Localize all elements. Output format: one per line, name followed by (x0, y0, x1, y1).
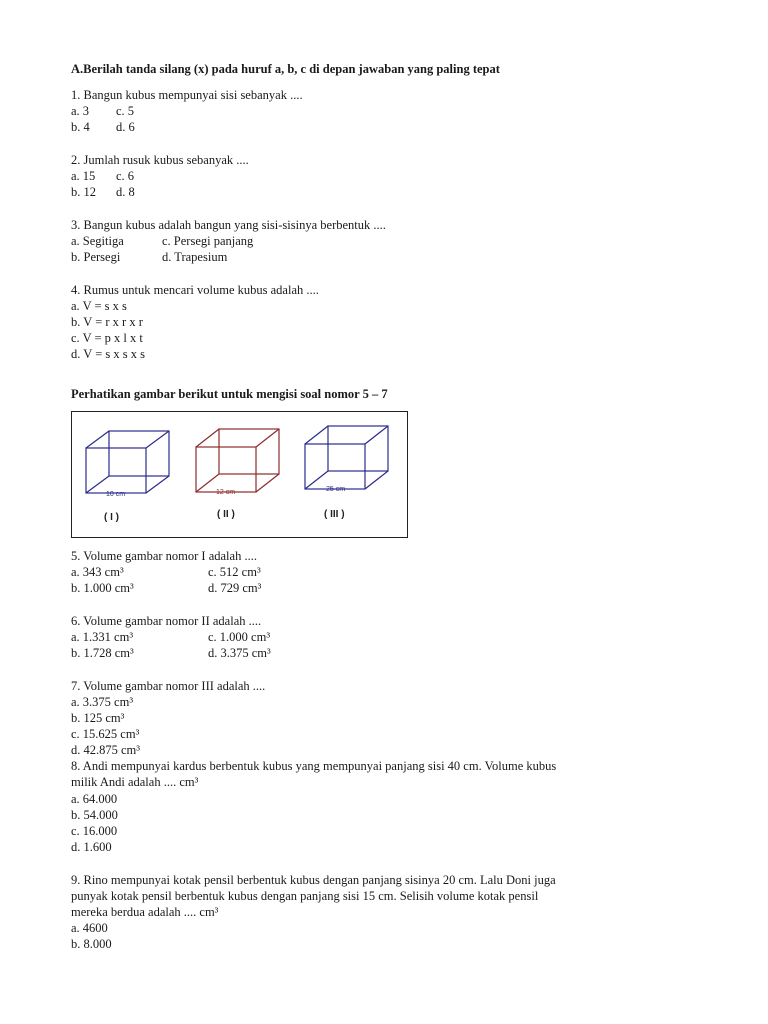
q3-option-d: d. Trapesium (162, 250, 228, 264)
q4-option-b: b. V = r x r x r (71, 315, 143, 329)
question-9-line-3: mereka berdua adalah .... cm³ (71, 905, 219, 919)
q7-option-c: c. 15.625 cm³ (71, 727, 140, 741)
question-1: 1. Bangun kubus mempunyai sisi sebanyak .... (71, 88, 303, 102)
q1-option-b: b. 4 (71, 120, 90, 134)
q6-option-a: a. 1.331 cm³ (71, 630, 134, 644)
q8-option-d: d. 1.600 (71, 840, 112, 854)
cube-i-side-label: 10 cm (106, 491, 126, 498)
q7-option-b: b. 125 cm³ (71, 711, 125, 725)
q6-option-b: b. 1.728 cm³ (71, 646, 134, 660)
q4-option-d: d. V = s x s x s (71, 347, 145, 361)
cube-ii-side-label: 12 cm (216, 489, 236, 496)
question-3: 3. Bangun kubus adalah bangun yang sisi-sisinya berbentuk .... (71, 218, 386, 232)
question-8-line-1: 8. Andi mempunyai kardus berbentuk kubus yang mempunyai panjang sisi 40 cm. Volume kubus (71, 759, 557, 773)
q3-option-b: b. Persegi (71, 250, 121, 264)
q3-option-c: c. Persegi panjang (162, 234, 254, 248)
question-7: 7. Volume gambar nomor III adalah .... (71, 679, 266, 693)
q6-option-d: d. 3.375 cm³ (208, 646, 271, 660)
q9-option-b: b. 8.000 (71, 937, 112, 951)
q5-option-d: d. 729 cm³ (208, 581, 262, 595)
cube-iii-caption: ( III ) (324, 509, 345, 520)
cube-iii-drawing (305, 426, 388, 489)
cube-ii-drawing (196, 429, 279, 492)
q3-option-a: a. Segitiga (71, 234, 124, 248)
q8-option-a: a. 64.000 (71, 792, 118, 806)
q7-option-d: d. 42.875 cm³ (71, 743, 141, 757)
question-5: 5. Volume gambar nomor I adalah .... (71, 549, 257, 563)
q7-option-a: a. 3.375 cm³ (71, 695, 134, 709)
q8-option-c: c. 16.000 (71, 824, 118, 838)
q9-option-a: a. 4600 (71, 921, 108, 935)
q2-option-b: b. 12 (71, 185, 96, 199)
question-4: 4. Rumus untuk mencari volume kubus adalah .... (71, 283, 319, 297)
cube-figure (71, 411, 408, 538)
cube-ii-caption: ( II ) (217, 509, 235, 520)
q2-option-d: d. 8 (116, 185, 135, 199)
question-6: 6. Volume gambar nomor II adalah .... (71, 614, 262, 628)
q2-option-c: c. 6 (116, 169, 135, 183)
cube-i-drawing (86, 431, 169, 493)
question-9-line-2: punyak kotak pensil berbentuk kubus dengan panjang sisi 15 cm. Selisih volume kotak pensil (71, 889, 539, 903)
q5-option-a: a. 343 cm³ (71, 565, 124, 579)
q8-option-b: b. 54.000 (71, 808, 118, 822)
cube-i-caption: ( I ) (104, 512, 119, 523)
question-9-line-1: 9. Rino mempunyai kotak pensil berbentuk kubus dengan panjang sisinya 20 cm. Lalu Doni juga (71, 873, 556, 887)
question-2: 2. Jumlah rusuk kubus sebanyak .... (71, 153, 249, 167)
q1-option-a: a. 3 (71, 104, 90, 118)
question-8-line-2: milik Andi adalah .... cm³ (71, 775, 199, 789)
q1-option-c: c. 5 (116, 104, 135, 118)
q2-option-a: a. 15 (71, 169, 96, 183)
q1-option-d: d. 6 (116, 120, 135, 134)
section-a-heading: A.Berilah tanda silang (x) pada huruf a, b, c di depan jawaban yang paling tepat (71, 62, 500, 76)
q4-option-a: a. V = s x s (71, 299, 127, 313)
q5-option-b: b. 1.000 cm³ (71, 581, 134, 595)
section-b-heading: Perhatikan gambar berikut untuk mengisi soal nomor 5 – 7 (71, 387, 388, 401)
q5-option-c: c. 512 cm³ (208, 565, 261, 579)
q4-option-c: c. V = p x l x t (71, 331, 143, 345)
cube-iii-side-label: 25 cm (326, 486, 346, 493)
q6-option-c: c. 1.000 cm³ (208, 630, 271, 644)
